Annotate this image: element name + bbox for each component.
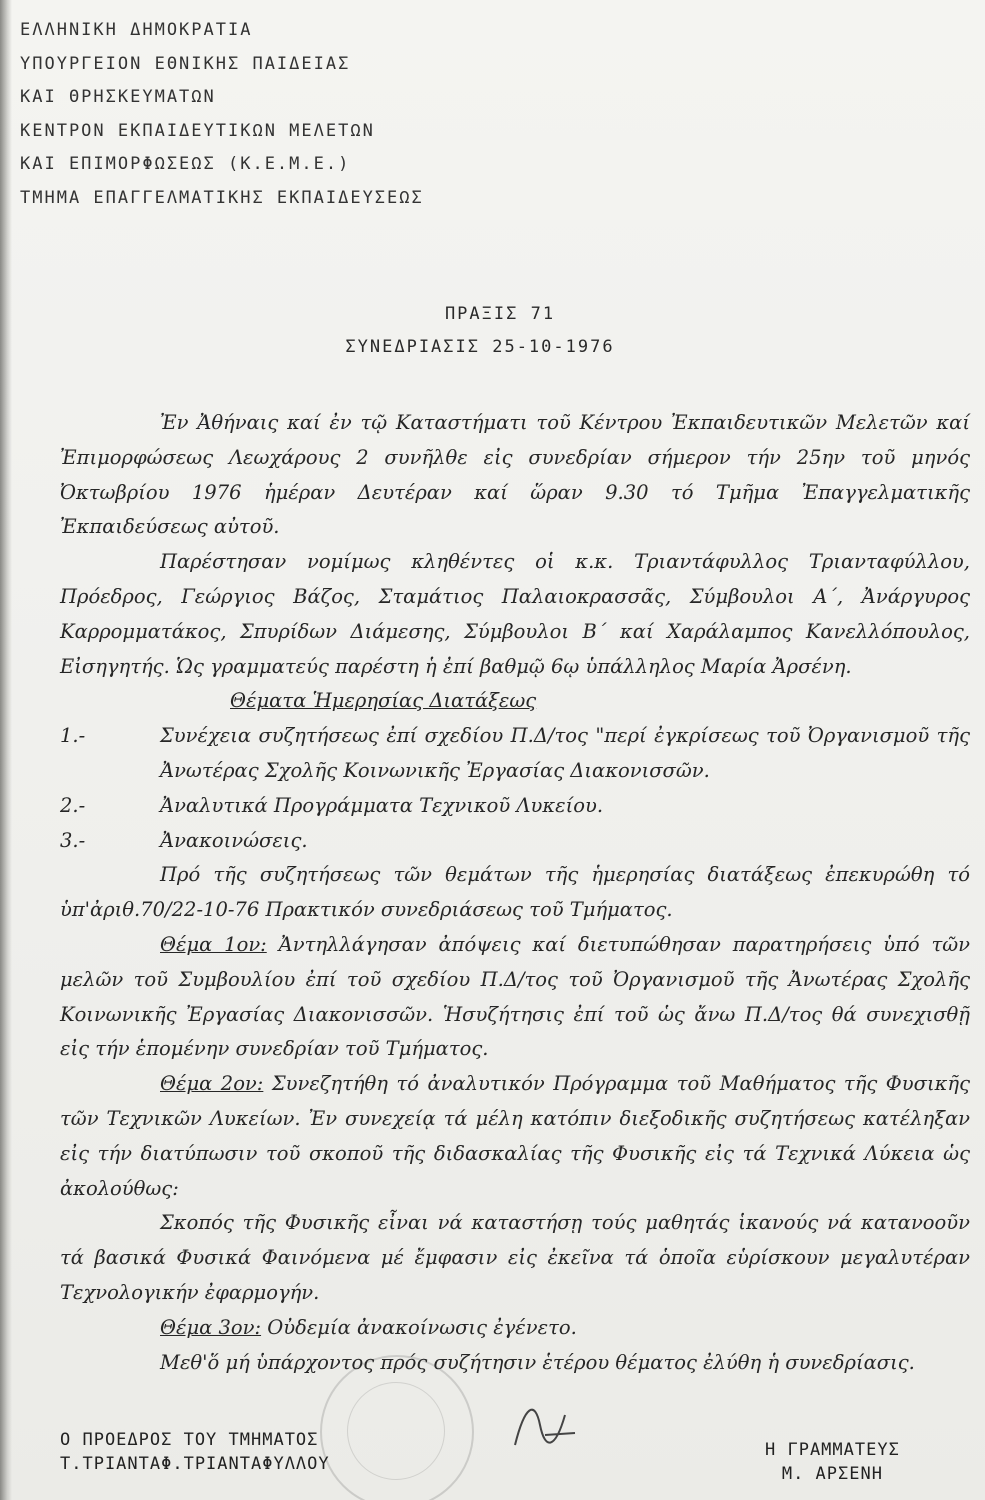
- topic-1-label: Θέμα 1ον:: [160, 932, 267, 956]
- agenda-item: [60, 824, 970, 859]
- attendees-paragraph: Παρέστησαν νομίμως κληθέντες οἱ κ.κ. Τριαντάφυλλος Τριανταφύλλου, Πρόεδρος, Γεώργιος Βάζος, Σταμάτιος Παλαιοκρασσᾶς, Σύμβουλοι Α΄, Ἀνάργυρος Καρρομματάκος, Σπυρίδων Διάμεσης, Σύμβουλοι Β΄ καί Χαράλαμπος Κανελλόπουλος, Εἰσηγητής. Ὡς γραμματεύς παρέστη ἡ ἐπί βαθμῷ 6ῳ ὑπάλληλος Μαρία Ἀρσένη.: [60, 550, 970, 678]
- topic-3-label: Θέμα 3ον:: [160, 1315, 262, 1339]
- topic-1-text: Ἀντηλλάγησαν ἀπόψεις καί διετυπώθησαν παρατηρήσεις ὑπό τῶν μελῶν τοῦ Συμβουλίου ἐπί τοῦ σχεδίου Π.Δ/τος τοῦ Ὀργανισμοῦ τῆς Ἀνωτέρας Σχολῆς Κοινωνικῆς Ἐργασίας Διακονισσῶν. Ἡσυζήτησις ἐπί τοῦ ὡς ἄνω Π.Δ/τος θά συνεχισθῇ εἰς τήν ἑπομένην συνεδρίαν τοῦ Τμήματος.: [60, 932, 971, 1061]
- agenda-heading: [60, 684, 970, 719]
- intro-paragraph: Ἐν Ἀθήναις καί ἐν τῷ Καταστήματι τοῦ Κέντρου Ἐκπαιδευτικῶν Μελετῶν καί Ἐπιμορφώσεως Λεωχάρους 2 συνῆλθε εἰς συνεδρίαν σήμερον τήν 25ην τοῦ μηνός Ὀκτωβρίου 1976 ἡμέραν Δευτέραν καί ὥραν 9.30 τό Τμῆμα Ἐπαγγελματικῆς Ἐκπαιδεύσεως αὐτοῦ.: [60, 411, 970, 539]
- letterhead-line: ΚΑΙ ΘΡΗΣΚΕΥΜΑΤΩΝ: [20, 87, 216, 107]
- agenda-item-text: Ἀνακοινώσεις.: [160, 828, 308, 852]
- topic-2-paragraph: [60, 1067, 970, 1206]
- topic-3-paragraph: [60, 1311, 970, 1346]
- document-body: [60, 406, 970, 1380]
- agenda-item-text: Ἀναλυτικά Προγράμματα Τεχνικοῦ Λυκείου.: [160, 793, 604, 817]
- title-block: [290, 298, 670, 364]
- physics-aim-paragraph: Σκοπός τῆς Φυσικῆς εἶναι νά καταστήσῃ τούς μαθητάς ἱκανούς νά κατανοοῦν τά βασικά Φυσικά Φαινόμενα μέ ἔμφασιν εἰς ἐκεῖνα τά ὁποῖα εὑρίσκουν μεγαλυτέραν Τεχνολογικήν ἐφαρμογήν.: [60, 1211, 970, 1304]
- closing-paragraph: Μεθ'ὅ μή ὑπάρχοντος πρός συζήτησιν ἑτέρου θέματος ἐλύθη ἡ συνεδρίασις.: [160, 1350, 915, 1374]
- letterhead-line: ΕΛΛΗΝΙΚΗ ΔΗΜΟΚΡΑΤΙΑ: [20, 20, 253, 40]
- agenda-item-number: 2.-: [60, 793, 86, 817]
- agenda-item: [60, 789, 970, 824]
- agenda-heading-text: Θέματα Ἡμερησίας Διατάξεως: [230, 689, 537, 713]
- letterhead-line: ΚΑΙ ΕΠΙΜΟΡΦΩΣΕΩΣ (Κ.Ε.Μ.Ε.): [20, 154, 351, 174]
- agenda-item-number: 1.-: [60, 724, 86, 748]
- chair-name: Τ.ΤΡΙΑΝΤΑΦ.ΤΡΙΑΝΤΑΦΥΛΛΟΥ: [60, 1454, 330, 1474]
- session-date: ΣΥΝΕΔΡΙΑΣΙΣ 25-10-1976: [345, 337, 615, 357]
- secretary-title: Η ΓΡΑΜΜΑΤΕΥΣ: [765, 1440, 900, 1460]
- chair-title: Ο ΠΡΟΕΔΡΟΣ ΤΟΥ ΤΜΗΜΑΤΟΣ: [60, 1430, 319, 1450]
- agenda-item-text: Συνέχεια συζητήσεως ἐπί σχεδίου Π.Δ/τος "περί ἐγκρίσεως τοῦ Ὀργανισμοῦ τῆς Ἀνωτέρας Σχολῆς Κοινωνικῆς Ἐργασίας Διακονισσῶν.: [160, 724, 970, 782]
- agenda-item-number: 3.-: [60, 828, 86, 852]
- official-seal-stamp: [320, 1355, 474, 1500]
- prelim-paragraph: Πρό τῆς συζητήσεως τῶν θεμάτων τῆς ἡμερησίας διατάξεως ἐπεκυρώθη τό ὑπ'ἀριθ.70/22-10-76 Πρακτικόν συνεδριάσεως τοῦ Τμήματος.: [60, 863, 970, 922]
- secretary-signature-block: [765, 1438, 900, 1486]
- letterhead-line: ΤΜΗΜΑ ΕΠΑΓΓΕΛΜΑΤΙΚΗΣ ΕΚΠΑΙΔΕΥΣΕΩΣ: [20, 187, 424, 208]
- chair-signature-block: [60, 1428, 330, 1476]
- handwritten-signature: [505, 1395, 585, 1455]
- topic-3-text: Οὐδεμία ἀνακοίνωσις ἐγένετο.: [267, 1315, 577, 1339]
- letterhead-line: ΚΕΝΤΡΟΝ ΕΚΠΑΙΔΕΥΤΙΚΩΝ ΜΕΛΕΤΩΝ: [20, 120, 375, 141]
- letterhead-line: ΥΠΟΥΡΓΕΙΟΝ ΕΘΝΙΚΗΣ ΠΑΙΔΕΙΑΣ: [20, 53, 351, 74]
- topic-1-paragraph: [60, 928, 970, 1067]
- topic-2-label: Θέμα 2ον:: [160, 1072, 264, 1096]
- secretary-name: Μ. ΑΡΣΕΝΗ: [781, 1464, 883, 1484]
- topic-2-text: Συνεζητήθη τό ἀναλυτικόν Πρόγραμμα τοῦ Μαθήματος τῆς Φυσικῆς τῶν Τεχνικῶν Λυκείων. Ἐν συνεχείᾳ τά μέλη κατόπιν διεξοδικῆς συζητήσεως κατέληξαν εἰς τήν διατύπωσιν τοῦ σκοποῦ τῆς διδασκαλίας τῆς Φυσικῆς εἰς τά Τεχνικά Λύκεια ὡς ἀκολούθως:: [60, 1072, 970, 1200]
- act-number: ΠΡΑΞΙΣ 71: [444, 304, 556, 324]
- page-edge-shadow: [0, 0, 12, 1500]
- agenda-item: [60, 719, 970, 789]
- letterhead: [20, 14, 424, 215]
